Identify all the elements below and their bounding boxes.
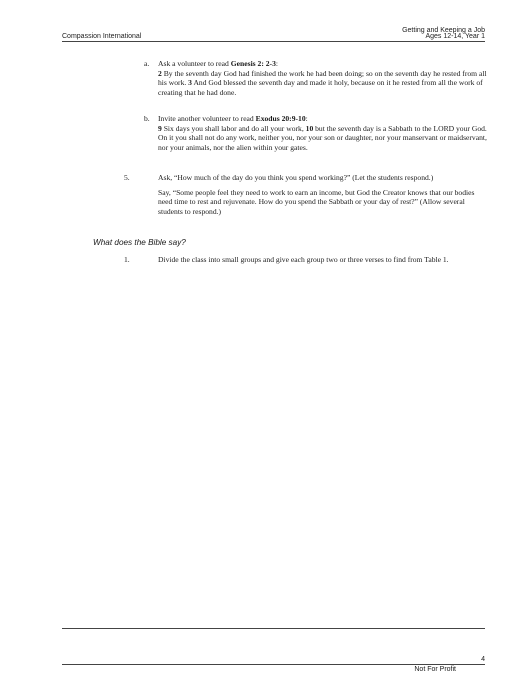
page-number: 4	[481, 656, 485, 663]
verse-text: Six days you shall labor and do all your work,	[161, 123, 306, 133]
sub-item-b	[144, 114, 488, 152]
document-title: Getting and Keeping a Job	[402, 27, 485, 34]
verse-number: 2	[158, 68, 162, 78]
instruction-punct: :	[305, 114, 308, 123]
scripture-reference: Exodus 20:9-10	[255, 114, 306, 123]
instruction-punct: :	[275, 59, 279, 68]
step-number: 1.	[124, 255, 130, 264]
step-5-say: Say, “Some people feel they need to work to earn an income, but God the Creator knows that our bodies need time to rest and rejuvenate. How do you spend the Sabbath or your day of rest?” (Allow several students to respond.)	[158, 187, 475, 216]
footer	[62, 664, 485, 673]
step-5-ask: Ask, “How much of the day do you think you spend working?” (Let the students respond.)	[158, 173, 434, 182]
verse-number: 3	[188, 78, 192, 87]
step-1	[124, 255, 488, 265]
scripture-passage	[158, 124, 488, 153]
step-1-text: Divide the class into small groups and give each group two or three verses to find from Table 1.	[158, 255, 449, 264]
sub-item-b-instruction	[158, 114, 488, 124]
scripture-reference: Genesis 2: 2-3	[230, 59, 276, 68]
footer-divider	[62, 628, 485, 629]
sub-item-a-instruction	[158, 59, 488, 69]
running-header	[62, 33, 485, 42]
instruction-text: Ask a volunteer to read	[158, 59, 231, 68]
instruction-text: Invite another volunteer to read	[158, 114, 256, 123]
section-heading: What does the Bible say?	[93, 238, 186, 247]
verse-number: 9	[158, 123, 162, 133]
organization-name: Compassion International	[62, 33, 142, 40]
verse-text: By the seventh day God had finished the work he had been doing; so on the seventh day he rested from all his work.	[158, 68, 487, 87]
verse-text: but the seventh day is a Sabbath to the LORD your God. On it you shall not do any work, neither you, nor your son or daughter, nor your manservant or maidservant, nor your animals, nor the alien within your gates.	[158, 123, 487, 152]
sub-item-b-label: b.	[144, 114, 150, 123]
verse-text: And God blessed the seventh day and made it holy, because on it he rested from all the work of creating that he had done.	[158, 78, 483, 97]
verse-number: 10	[305, 123, 314, 133]
step-number: 5.	[124, 173, 130, 182]
footer-notice: Not For Profit	[414, 666, 456, 673]
sub-item-a	[144, 59, 488, 97]
scripture-passage	[158, 69, 488, 98]
step-5	[124, 173, 488, 221]
sub-item-a-label: a.	[144, 59, 150, 68]
audience-label: Ages 12-14, Year 1	[425, 33, 485, 40]
